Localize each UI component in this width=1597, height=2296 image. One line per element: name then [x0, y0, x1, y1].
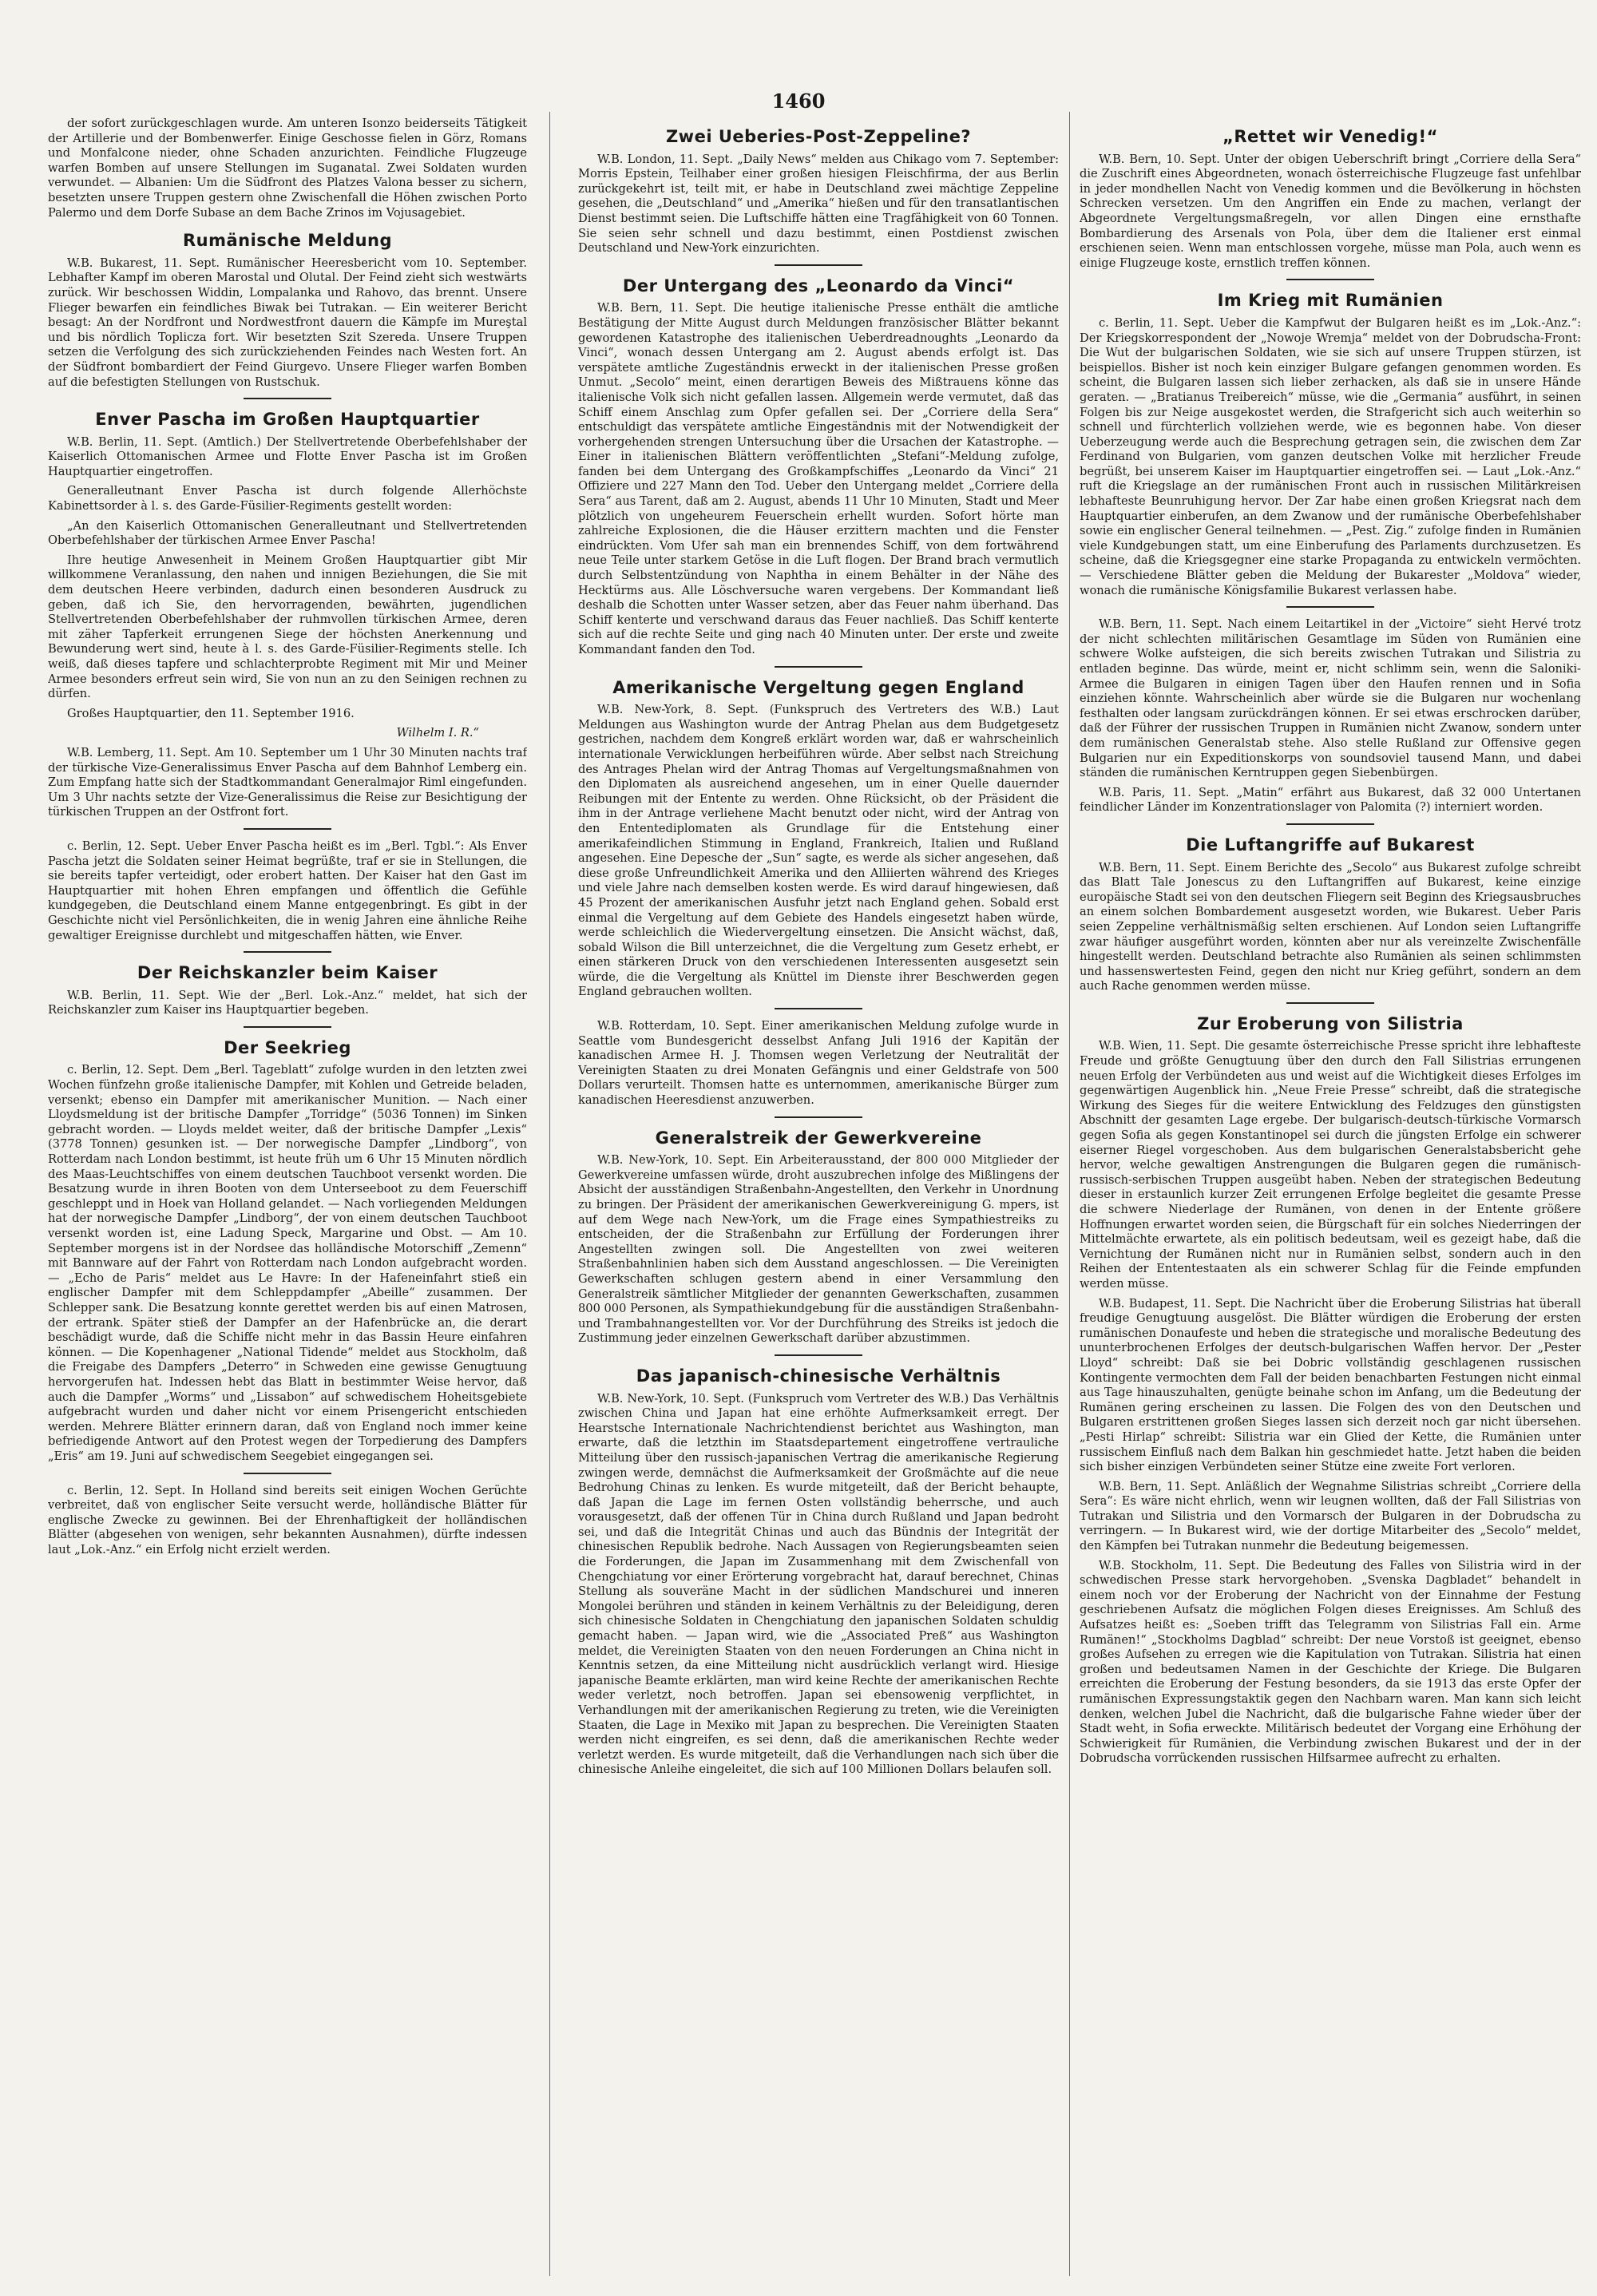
signature: Wilhelm I. R.“ [396, 726, 479, 740]
column-right [1080, 117, 1581, 2273]
article-paragraph: W.B. New-York, 10. Sept. Ein Arbeiterausstand, der 800 000 Mitglieder der Gewerkvereine umfassen würde, droht auszubrechen infolge des Mißlingens der Absicht der ausständigen Straßenbahn-Angestellten, den Verkehr in Unordnung zu bringen. Der Präsident der amerikanischen Gewerkvereinigung G. mpers, ist auf dem Wege nach New-York, um die Frage eines Sympathiestreiks zu entscheiden, der die Straßenbahn zur Erfüllung der Forderungen ihrer Angestellten zwingen soll. Die Angestellten von zwei weiteren Straßenbahnlinien haben sich dem Ausstand angeschlossen. — Die Vereinigten Gewerkschaften schlugen gestern abend in einer Versammlung den Generalstreik sämtlicher Mitglieder der genannten Gewerkschaften, zusammen 800 000 Personen, als Sympathiekundgebung für die ausständigen Straßenbahn- und Trambahnangestellten vor. Vor der Durchführung des Streiks ist jedoch die Zustimmung jeder einzelnen Gewerkschaft darüber abzustimmen. [578, 1153, 1059, 1346]
article-separator [244, 1473, 331, 1474]
article-paragraph: W.B. Bern, 11. Sept. Nach einem Leitartikel in der „Victoire“ sieht Hervé trotz der nicht schlechten militärischen Gesamtlage im Süden von Rumänien eine schwere Wolke aufsteigen, die sich bereits zwischen Tutrakan und Silistria zu entladen beginne. Das würde, meint er, nicht schlimm sein, wenn die Saloniki-Armee die Bulgaren in einigen Tagen über den Haufen rennen und in Sofia einziehen könnte. Wahrscheinlich aber würde sie die Bulgaren nur wochenlang festhalten oder langsam zurückdrängen können. Er sei etwas erschrocken darüber, daß der Führer der russischen Truppen in Rumänien nicht Zwanow, sondern unter dem rumänischen Generalstab stehe. Also stelle Rußland zur Offensive gegen Bulgarien nur ein Expeditionskorps von soundsoviel tausend Mann, und dabei ständen die rumänischen Kerntruppen gegen Siebenbürgen. [1080, 617, 1581, 780]
article-paragraph: W.B. Berlin, 11. Sept. (Amtlich.) Der Stellvertretende Oberbefehlshaber der Kaiserlich Ottomanischen Armee und Flotte Enver Pascha ist im Großen Hauptquartier eingetroffen. [48, 434, 527, 478]
article-paragraph: W.B. Budapest, 11. Sept. Die Nachricht über die Eroberung Silistrias hat überall freudige Genugtuung ausgelöst. Die Blätter würdigen die Eroberung der ersten rumänischen Donaufeste und heben die strategische und moralische Bedeutung des ununterbrochenen Erfolges der deutsch-bulgarischen Waffen hervor. Der „Pester Lloyd“ schreibt: Daß sie bei Dobric vollständig geschlagenen russischen Kontingente vermochten dem Fall der beiden benachbarten Festungen nicht einmal aus Tage hinauszuhalten, genügte beinahe schon im Anfang, um die Bedeutung der Rumänen gering erscheinen zu lassen. Die Folgen des von den Deutschen und Bulgaren erstrittenen großen Sieges lassen sich derzeit noch gar nicht übersehen. „Pesti Hirlap“ schreibt: Silistria war ein Glied der Kette, die Rumänien unter russischem Einfluß nach dem Balkan hin geschmiedet hatte. Jetzt haben die beiden sich bisher einzigen Verbündeten seiner Stütze eine zweite Fort verloren. [1080, 1296, 1581, 1474]
article-separator [244, 1026, 331, 1028]
article-headline: Amerikanische Vergeltung gegen England [612, 677, 1024, 697]
article-paragraph: Großes Hauptquartier, den 11. September 1916. [67, 706, 355, 720]
article-paragraph: c. Berlin, 11. Sept. Ueber die Kampfwut der Bulgaren heißt es im „Lok.-Anz.“: Der Kriegskorrespondent der „Nowoje Wremja“ meldet von der Dobrudscha-Front: Die Wut der bulgarischen Soldaten, wie sie sich auf unsere Truppen stürzen, ist beispiellos. Bisher ist noch kein einziger Bulgare gefangen genommen worden. Es scheint, die Bulgaren lassen sich lieber zerhacken, als daß sie in unsere Hände geraten. — „Bratianus Treibereich“ müsse, wie die „Germania“ ausführt, in seinen Folgen bis zur Neige ausgekostet werden, die Strafgericht sich auch weiterhin so schnell und fürchterlich vollziehen werde, wie es begonnen habe. Von dieser Ueberzeugung werde auch die Besprechung getragen sein, die zwischen dem Zar Ferdinand von Bulgarien, vom ganzen deutschen Volke mit herzlicher Freude begrüßt, bei unserem Kaiser im Hauptquartier eingetroffen sei. — Laut „Lok.-Anz.“ ruft die Kriegslage an der rumänischen Front auch in russischen Militärkreisen lebhafteste Beunruhigung hervor. Der Zar habe einen großen Kriegsrat nach dem Hauptquartier einberufen, an dem Zwanow und der rumänische Oberbefehlshaber sowie ein englischer General teilnehmen. — „Pest. Zig.“ zufolge finden in Rumänien viele Kundgebungen statt, um eine Einberufung des Parlaments durchzusetzen. Es scheine, daß die Kriegsgegner eine starke Propaganda zu entwickeln vermöchten. — Verschiedene Blätter geben die Meldung der Bukarester „Moldova“ wieder, wonach die rumänische Königsfamilie Bukarest verlassen habe. [1080, 315, 1581, 597]
article-headline: Der Seekrieg [224, 1037, 351, 1057]
article-paragraph: W.B. Berlin, 11. Sept. Wie der „Berl. Lok.-Anz.“ meldet, hat sich der Reichskanzler zum Kaiser ins Hauptquartier begeben. [48, 988, 527, 1017]
column-rule [1069, 112, 1070, 2276]
article-separator [775, 666, 862, 668]
article-paragraph: W.B. London, 11. Sept. „Daily News“ melden aus Chikago vom 7. September: Morris Epstein, Teilhaber einer großen hiesigen Fleischfirma, der aus Berlin zurückgekehrt ist, teilt mit, er habe in Deutschland zwei mächtige Zeppeline gesehen, die „Deutschland“ und „Amerika“ hießen und für den transatlantischen Dienst bestimmt seien. Die Luftschiffe hätten eine Tragfähigkeit von 60 Tonnen. Sie seien sehr schnell und dazu bestimmt, einen Postdienst zwischen Deutschland und New-York einzurichten. [578, 152, 1059, 256]
column-rule [549, 112, 550, 2276]
article-separator [244, 828, 331, 830]
article-headline: Enver Pascha im Großen Hauptquartier [95, 410, 480, 430]
article-headline: Das japanisch-chinesische Verhältnis [636, 1366, 1001, 1386]
article-paragraph: W.B. Paris, 11. Sept. „Matin“ erfährt aus Bukarest, daß 32 000 Untertanen feindlicher Länder im Konzentrationslager von Palomita (?) interniert worden. [1080, 785, 1581, 815]
article-separator [1286, 1002, 1374, 1004]
article-paragraph: W.B. Rotterdam, 10. Sept. Einer amerikanischen Meldung zufolge wurde in Seattle vom Bundesgericht desselbst Anfang Juli 1916 der Kapitän der kanadischen Armee H. J. Thomsen wegen Verletzung der Neutralität der Vereinigten Staaten zu drei Monaten Gefängnis und einer Geldstrafe von 500 Dollars verurteilt. Thomsen hatte es unternommen, amerikanische Bürger zum kanadischen Heeresdienst anzuwerben. [578, 1019, 1059, 1108]
article-separator [775, 1116, 862, 1118]
article-paragraph: W.B. Bern, 11. Sept. Anläßlich der Wegnahme Silistrias schreibt „Corriere della Sera“: Es wäre nicht ehrlich, wenn wir leugnen wollten, daß der Fall Silistrias von Tutrakan und Silistria und den Vormarsch der Bulgaren in der Dobrudscha zu verringern. — In Bukarest wird, wie der dortige Mitarbeiter des „Secolo“ meldet, den Kämpfen bei Tutrakan nunmehr die Bedeutung beigemessen. [1080, 1479, 1581, 1553]
article-headline: Generalstreik der Gewerkvereine [655, 1128, 982, 1148]
article-separator [1286, 279, 1374, 280]
article-headline: Zwei Ueberies-Post-Zeppeline? [665, 127, 972, 146]
article-paragraph: W.B. Bern, 11. Sept. Die heutige italienische Presse enthält die amtliche Bestätigung der Mitte August durch Meldungen französischer Blätter bekannt gewordenen Katastrophe des italienischen Ueberdreadnoughts „Leonardo da Vinci“, wonach dessen Untergang am 2. August abends erfolgt ist. Das verspätete amtliche Zugeständnis erweckt in der italienischen Presse großen Unmut. „Secolo“ meint, einen derartigen Beweis des Mißtrauens könne das italienische Volk sich nicht gefallen lassen. Allgemein werde vermutet, daß das Schiff einem Anschlag zum Opfer gefallen sei. Der „Corriere della Sera“ entschuldigt das verspätete amtliche Eingeständnis mit der Notwendigkeit der vorhergehenden strengen Untersuchung über die Ursachen der Katastrophe. — Einer in italienischen Blättern veröffentlichten „Stefani“-Meldung zufolge, fanden bei dem Untergang des Großkampfschiffes „Leonardo da Vinci“ 21 Offiziere und 227 Mann den Tod. Ueber den Untergang meldet „Corriere della Sera“ aus Tarent, daß am 2. August, abends 11 Uhr 10 Minuten, Stadt und Meer plötzlich von ungeheurem Feuerschein erhellt wurden. Sofort hörte man zahlreiche Explosionen, die die Häuser erzittern machten und die Fenster eindrückten. Vom Ufer sah man ein brennendes Schiff, von dem fortwährend neue Teile unter starkem Getöse in die Luft flogen. Der Brand brach vermutlich durch Selbstentzündung von Naphtha in einem Behälter in der Nähe des Hecktürms aus. Alle Löschversuche waren vergebens. Der Kommandant ließ deshalb die Schotten unter Wasser setzen, aber das Feuer nahm überhand. Das Schiff kenterte und verschwand daraus das Feuer nachließ. Das Schiff kenterte sich auf die rechte Seite und ging nach 40 Minuten unter. Der erste und zweite Kommandant fanden den Tod. [578, 301, 1059, 656]
article-paragraph: c. Berlin, 12. Sept. In Holland sind bereits seit einigen Wochen Gerüchte verbreitet, daß von englischer Seite versucht werde, holländische Blätter für englische Zwecke zu gewinnen. Bei der Ehrenhaftigkeit der holländischen Blätter (abgesehen von wenigen, sehr bekannten Ausnahmen), dürfte indessen laut „Lok.-Anz.“ ein Erfolg nicht erzielt werden. [48, 1483, 527, 1556]
article-separator [1286, 606, 1374, 608]
article-paragraph: c. Berlin, 12. Sept. Dem „Berl. Tageblatt“ zufolge wurden in den letzten zwei Wochen fünfzehn große italienische Dampfer, mit Kohlen und Getreide beladen, versenkt; ebenso ein Dampfer mit amerikanischer Munition. — Nach einer Lloydsmeldung ist der britische Dampfer „Torridge“ (5036 Tonnen) im Sinken gebracht worden. — Lloyds meldet weiter, daß der britische Dampfer „Lexis“ (3778 Tonnen) gesunken ist. — Der norwegische Dampfer „Lindborg“, von Rotterdam nach London bestimmt, ist heute früh um 6 Uhr 15 Minuten nördlich des Maas-Leuchtschiffes von einem deutschen Tauchboot versenkt worden. Die Besatzung wurde in ihren Booten von dem Unterseeboot zu dem Feuerschiff geschleppt und in Hoek van Holland gelandet. — Nach vorliegenden Meldungen hat der norwegische Dampfer „Lindborg“, der von einem deutschen Tauchboot versenkt worden ist, eine Ladung Speck, Margarine und Obst. — Am 10. September morgens ist in der Nordsee das holländische Motorschiff „Zemenn“ mit Bannware auf der Fahrt von Rotterdam nach London aufgebracht worden. — „Echo de Paris“ meldet aus Le Havre: In der Hafeneinfahrt stieß ein englischer Dampfer mit dem Schleppdampfer „Abeille“ zusammen. Der Schlepper sank. Die Besatzung konnte gerettet werden bis auf einen Matrosen, der ertrank. Später stieß der Dampfer an der Hafenbrücke an, die derart beschädigt wurde, daß die Schiffe nicht mehr in das Bassin Heure einfahren können. — Die Kopenhagener „National Tidende“ meldet aus Stockholm, daß die Freigabe des Dampfers „Deterro“ in Schweden eine gewisse Genugtuung hervorgerufen hat. Indessen hebt das Blatt in bestimmter Weise hervor, daß auch die Dampfer „Worms“ und „Lissabon“ auf schwedischem Hoheitsgebiete aufgebracht wurden und daher nicht vor einem Prisengericht entschieden werden. Mehrere Blätter erinnern daran, daß von England noch immer keine befriedigende Antwort auf den Protest wegen der Torpedierung des Dampfers „Eris“ am 19. Juni auf schwedischem Seegebiet eingegangen sei. [48, 1063, 527, 1463]
article-separator [244, 951, 331, 953]
article-headline: Im Krieg mit Rumänien [1217, 291, 1444, 311]
article-headline: Der Reichskanzler beim Kaiser [137, 963, 438, 983]
article-paragraph: W.B. Lemberg, 11. Sept. Am 10. September um 1 Uhr 30 Minuten nachts traf der türkische Vize-Generalissimus Enver Pascha auf dem Bahnhof Lemberg ein. Zum Empfang hatte sich der Stadtkommandant Generalmajor Riml eingefunden. Um 3 Uhr nachts setzte der Vize-Generalissimus die Reise zur Besichtigung der türkischen Truppen an der Ostfront fort. [48, 745, 527, 819]
article-paragraph: W.B. Bern, 10. Sept. Unter der obigen Ueberschrift bringt „Corriere della Sera“ die Zuschrift eines Abgeordneten, wonach österreichische Flugzeuge fast unfehlbar in jeder mondhellen Nacht von Venedig kommen und die Bevölkerung in höchsten Schrecken versetzen. Um den Angriffen ein Ende zu machen, verlangt der Abgeordnete Vergeltungsmaßregeln, vor allen Dingen eine ernsthafte Bombardierung des Arsenals von Pola, über dem die Italiener erst einmal erschienen seien. Wenn man entschlossen vorgehe, müsse man Pola, auch wenn es einige Flugzeuge koste, ernstlich treffen können. [1080, 152, 1581, 270]
article-headline: Die Luftangriffe auf Bukarest [1186, 835, 1475, 855]
article-paragraph: W.B. Bukarest, 11. Sept. Rumänischer Heeresbericht vom 10. September. Lebhafter Kampf im oberen Marostal und Olutal. Der Feind zieht sich westwärts zurück. Wir beschossen Widdin, Lompalanka und Rahovo, das brennt. Unsere Flieger bewarfen ein feindliches Biwak bei Tutrakan. — Ein weiterer Bericht besagt: An der Nordfront und Nordwestfront dauern die Kämpfe im Mureştal und bis nördlich Toplicza fort. Wir besetzten Szit Szereda. Unsere Truppen setzen die Verfolgung des sich zurückziehenden Feindes nach Westen fort. An der Südfront bombardiert der Feind Giurgevo. Unsere Flieger warfen Bomben auf die befestigten Stellungen von Rustschuk. [48, 256, 527, 389]
article-separator [775, 1354, 862, 1356]
article-separator [1286, 823, 1374, 825]
article-separator [244, 398, 331, 399]
article-headline: Der Untergang des „Leonardo da Vinci“ [622, 276, 1015, 295]
article-paragraph: W.B. New-York, 8. Sept. (Funkspruch des Vertreters des W.B.) Laut Meldungen aus Washington wurde der Antrag Phelan aus dem Budgetgesetz gestrichen, nachdem dem Kongreß erklärt worden war, daß er wahrscheinlich internationale Verwicklungen herbeiführen würde. Aber selbst nach Streichung des Antrages Phelan wird der Antrag Thomas auf Vergeltungsmaßnahmen von den Diplomaten als ausreichend angesehen, um in einer Quelle dauernder Reibungen mit der Entente zu werden. Ohne Rücksicht, ob der Präsident die ihm in der Antrage verliehene Macht benutzt oder nicht, wird der Antrag von den Ententediplomaten als Grundlage für die Entstehung einer amerikafeindlichen Stimmung in England, Frankreich, Italien und Rußland angesehen. Eine Depesche der „Sun“ sagte, es werde als sicher angesehen, daß diese große Unfreundlichkeit Amerika und den Alliierten während des Krieges und viele Jahre nach demselben kosten werde. Es wird darauf hingewiesen, daß 45 Prozent der amerikanischen Ausfuhr jetzt nach England gehen. Sobald erst einmal die Vergeltung auf dem Gebiete des Handels eingesetzt haben würde, werde schleichlich die Wiedervergeltung einsetzen. Die Ansicht wächst, daß, sobald Wilson die Bill unterzeichnet, die die Vergeltung zum Gesetz erhebt, er einen stärkeren Druck von den verschiedenen Interessenten ausgesetzt sein würde, die die Vergeltung als Knüttel im Dienste ihrer Beschwerden gegen England gebrauchen wollten. [578, 703, 1059, 999]
article-headline: Rumänische Meldung [182, 231, 393, 251]
article-headline: Zur Eroberung von Silistria [1197, 1013, 1464, 1033]
article-separator [775, 264, 862, 266]
article-paragraph: W.B. New-York, 10. Sept. (Funkspruch vom Vertreter des W.B.) Das Verhältnis zwischen China und Japan hat eine erhöhte Aufmerksamkeit erregt. Der Hearstsche Internationale Nachrichtendienst berichtet aus Washington, man erwarte, daß die letzthin im Staatsdepartement eingetroffene vertrauliche Mitteilung über den russisch-japanischen Vertrag die amerikanische Regierung zwingen werde, demnächst die Aufmerksamkeit der Großmächte auf die neue Bedrohung Chinas zu lenken. Es wurde mitgeteilt, daß der Bericht behaupte, daß Japan die Lage im fernen Osten vollständig beherrsche, und auch vorausgesetzt, daß der offenen Tür in China durch Rußland und Japan bedroht sei, und daß die Integrität Chinas und auch das Bündnis der Integrität der chinesischen Republik bedrohe. Nach Aussagen von Regierungsbeamten seien die Forderungen, die Japan im Zusammenhang mit dem Zwischenfall von Chengchiatung vor einer Erörterung vorgebracht hat, darauf berechnet, Chinas Stellung als souveräne Macht in der südlichen Mandschurei und inneren Mongolei berühren und ständen in keinem Verhältnis zu der Beleidigung, deren sich chinesische Soldaten in Chengchiatung den japanischen Soldaten schuldig gemacht haben. — Japan wird, wie die „Associated Preß“ aus Washington meldet, die Vereinigten Staaten von den neuen Forderungen an China nicht in Kenntnis setzen, da eine Mitteilung nicht ausdrücklich verlangt wird. Hiesige japanische Beamte erklärten, man wird keine Rechte der amerikanischen Rechte weder verletzt, noch betroffen. Japan sei ebensowenig verpflichtet, in Verhandlungen mit der amerikanischen Regierung zu treten, wie die Vereinigten Staaten, die Lage in Mexiko mit Japan zu besprechen. Die Vereinigten Staaten werden nicht eingreifen, es sei denn, daß die amerikanischen Rechte weder verletzt werden. Es wurde mitgeteilt, daß die Verhandlungen nach sich über die chinesische Anleihe eingeleitet, die sich auf 100 Millionen Dollars belaufen soll. [578, 1391, 1059, 1777]
article-separator [775, 1008, 862, 1009]
page-number: 1460 [771, 89, 826, 113]
article-paragraph: c. Berlin, 12. Sept. Ueber Enver Pascha heißt es im „Berl. Tgbl.“: Als Enver Pascha jetzt die Soldaten seiner Heimat begrüßte, traf er sie in Stellungen, die sie bereits tapfer verteidigt, oder erobert hatten. Der Kaiser hat den Gast im Hauptquartier mit hohen Ehren empfangen und öffentlich die Gefühle kundgegeben, die Deutschland einem Manne entgegenbringt. Es gibt in der Geschichte nicht viel Persönlichkeiten, die in wenig Jahren eine ähnliche Reihe gewaltiger Ereignisse durchlebt und mitgeschaffen hätten, wie Enver. [48, 839, 527, 942]
column-middle [578, 117, 1059, 2273]
article-paragraph: W.B. Wien, 11. Sept. Die gesamte österreichische Presse spricht ihre lebhafteste Freude und größte Genugtuung über den durch den Fall Silistrias errungenen neuen Erfolg der Verbündeten aus und weist auf die Wichtigkeit dieses Erfolges im gegenwärtigen Augenblick hin. „Neue Freie Presse“ schreibt, daß die strategische Wirkung des Sieges für die weitere Entwicklung des Feldzuges den günstigsten Abschnitt der gesamten Lage ergebe. Der bulgarisch-deutsch-türkische Vormarsch gegen Sofia als gegen Konstantinopel sei durch die jüngsten Erfolge ein schwerer eiserner Riegel vorgeschoben. Aus dem bulgarischen Generalstabsbericht gehe hervor, welche gewaltigen Anstrengungen die Bulgaren gegen die rumänisch-russisch-serbischen Truppen ausgeübt haben. Neben der strategischen Bedeutung dieser in erstaunlich kurzer Zeit errungenen Erfolge begleitet die gesamte Presse die schwere Niederlage der Rumänen, von denen in der Entente größere Hoffnungen erwartet worden seien, die Bürgschaft für ein solches Niederringen der Mittelmächte erwartete, als ein politisch bedeutsam, weil es gezeigt habe, daß die Vernichtung der Rumänen nicht nur in Rumänien selbst, sondern auch in den Reihen der Ententestaaten als ein schwerer Schlag für die Feinde empfunden werden müsse. [1080, 1039, 1581, 1291]
article-paragraph: Ihre heutige Anwesenheit in Meinem Großen Hauptquartier gibt Mir willkommene Veranlassung, den nahen und innigen Beziehungen, die Sie mit dem deutschen Heere verbinden, dadurch einen besonderen Ausdruck zu geben, daß ich Sie, den hervorragenden, bewährten, jugendlichen Stellvertretenden Oberbefehlshaber der ruhmvollen türkischen Armee, deren mit zäher Tapferkeit errungenen Siege der höchsten Anerkennung und Bewunderung wert sind, heute à l. s. des Garde-Füsilier-Regiments stelle. Ich weiß, daß dieses tapfere und schlachterprobte Regiment mit Mir und Meiner Armee besonders erfreut sein wird, Sie von nun an zu den Seinigen rechnen zu dürfen. [48, 553, 527, 701]
article-headline: „Rettet wir Venedig!“ [1223, 127, 1438, 146]
column-left [48, 117, 527, 2273]
article-paragraph: W.B. Stockholm, 11. Sept. Die Bedeutung des Falles von Silistria wird in der schwedischen Presse stark hervorgehoben. „Svenska Dagbladet“ behandelt in einem noch vor der Eroberung der Nachricht von der Einnahme der Festung geschriebenen Aufsatz die möglichen Folgen dieses Ereignisses. Am Schluß des Aufsatzes heißt es: „Soeben trifft das Telegramm von Silistrias Fall ein. Arme Rumänen!“ „Stockholms Dagblad“ schreibt: Der neue Vorstoß ist geeignet, ebenso großes Aufsehen zu erregen wie die Kapitulation von Tutrakan. Silistria hat einen großen und bedeutsamen Namen in der Geschichte der Kriege. Die Bulgaren erreichten die Eroberung der Festung besonders, da sie 1913 das erste Opfer der rumänischen Expressungstaktik gegen den Nachbarn waren. Man kann sich leicht denken, welchen Jubel die Nachricht, daß die bulgarische Fahne wieder über der Stadt weht, in Sofia erweckte. Militärisch bedeutet der Vorgang eine Erhöhung der Schwierigkeit für Rumänien, die Verbindung zwischen Bukarest und der in der Dobrudscha vorrückenden russischen Hilfsarmee aufrecht zu erhalten. [1080, 1558, 1581, 1766]
article-paragraph: der sofort zurückgeschlagen wurde. Am unteren Isonzo beiderseits Tätigkeit der Artillerie und der Bombenwerfer. Einige Geschosse fielen in Görz, Romans und Monfalcone nieder, ohne Schaden anzurichten. Feindliche Flugzeuge warfen Bomben auf unsere Stellungen im Suganatal. Zwei Soldaten wurden verwundet. — Albanien: Um die Südfront des Platzes Valona besser zu sichern, besetzten unsere Truppen gestern ohne Zwischenfall die Höhen zwischen Porto Palermo und dem Dorfe Subase an dem Bache Zrinos im Vojusagebiet. [48, 117, 527, 220]
article-paragraph: „An den Kaiserlich Ottomanischen Generalleutnant und Stellvertretenden Oberbefehlshaber der türkischen Armee Enver Pascha! [48, 518, 527, 548]
article-paragraph: Generalleutnant Enver Pascha ist durch folgende Allerhöchste Kabinettsorder à l. s. des Garde-Füsilier-Regiments gestellt worden: [48, 484, 527, 514]
article-paragraph: W.B. Bern, 11. Sept. Einem Berichte des „Secolo“ aus Bukarest zufolge schreibt das Blatt Tale Jonescus zu den Luftangriffen auf Bukarest, keine einzige europäische Stadt sei von den deutschen Fliegern seit Beginn des Kriegsausbruches an einem solchen Bombardement ausgesetzt worden, wie Bukarest. Ueber Paris seien Zeppeline verhältnismäßig selten erschienen. Auf London seien Luftangriffe zwar häufiger ausgeführt worden, könnten aber nur als vereinzelte Zwischenfälle hingestellt werden. Deutschland betrachte also Rumänien als seinen schlimmsten und hassenswertesten Feind, gegen den nicht nur Krieg geführt, sondern an dem auch Rache genommen werden müsse. [1080, 860, 1581, 993]
